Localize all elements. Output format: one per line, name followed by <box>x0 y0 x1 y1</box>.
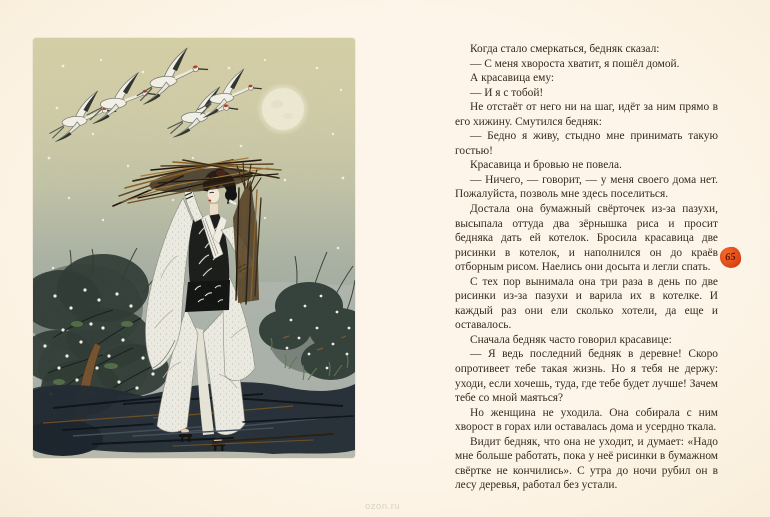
story-paragraph-12: — Я ведь последний бедняк в деревне! Скоро опротивеет тебе такая жизнь. Но я тебя не держу: уходи, если хочешь, туда, где тебе будет лучше! Зачем тебе со мной маяться? <box>455 348 718 405</box>
story-paragraph-14: Видит бедняк, что она не уходит, и думает: «Надо мне больше работать, пока у неё рисинки в бумажном свёртке не кончились». С утра до ночи рубил он в лесу деревья, работал без устали. <box>455 435 718 492</box>
story-paragraph-3: А красавица ему: <box>470 72 555 85</box>
watermark: ozon.ru <box>365 501 401 512</box>
story-paragraph-7: Красавица и бровью не повела. <box>470 159 622 172</box>
grain-texture <box>33 38 355 458</box>
story-paragraph-5: Не отстаёт от него ни на шаг, идёт за ним прямо в его хижину. Смутился бедняк: <box>455 101 718 128</box>
story-paragraph-2: — С меня хвороста хватит, я пошёл домой. <box>470 57 680 70</box>
page-number-badge <box>719 246 741 268</box>
story-paragraph-1: Когда стало смеркаться, бедняк сказал: <box>470 43 660 55</box>
story-text <box>455 42 718 493</box>
story-paragraph-10: С тех пор вынимала она три раза в день по две рисинки из-за пазухи и варила их в котелке. И каждый раз они ели сколько хотели, да еще и оставалось. <box>455 275 718 332</box>
story-illustration <box>33 38 355 458</box>
page-number: 65 <box>724 251 737 264</box>
story-paragraph-13: Но женщина не уходила. Она собирала с ним хворост в горах или оставалась дома и усердно ткала. <box>455 406 718 434</box>
story-paragraph-8: — Ничего, — говорит, — у меня своего дома нет. Пожалуйста, позволь мне здесь поселиться. <box>455 173 718 201</box>
story-paragraph-11: Сначала бедняк часто говорил красавице: <box>470 333 672 346</box>
illustration-canvas <box>33 38 355 458</box>
story-paragraph-6: — Бедно я живу, стыдно мне принимать такую гостью! <box>455 130 718 157</box>
story-paragraph-4: — И я с тобой! <box>470 86 544 99</box>
story-paragraph-9: Достала она бумажный свёрточек из-за пазухи, высыпала оттуда два зёрнышка риса и просит бедняка дать ей котелок. Бросила красавица две рисинки в котелок, и наполнился он до краёв отборным рисом. Наелись они досыта и легли спать. <box>455 203 718 274</box>
